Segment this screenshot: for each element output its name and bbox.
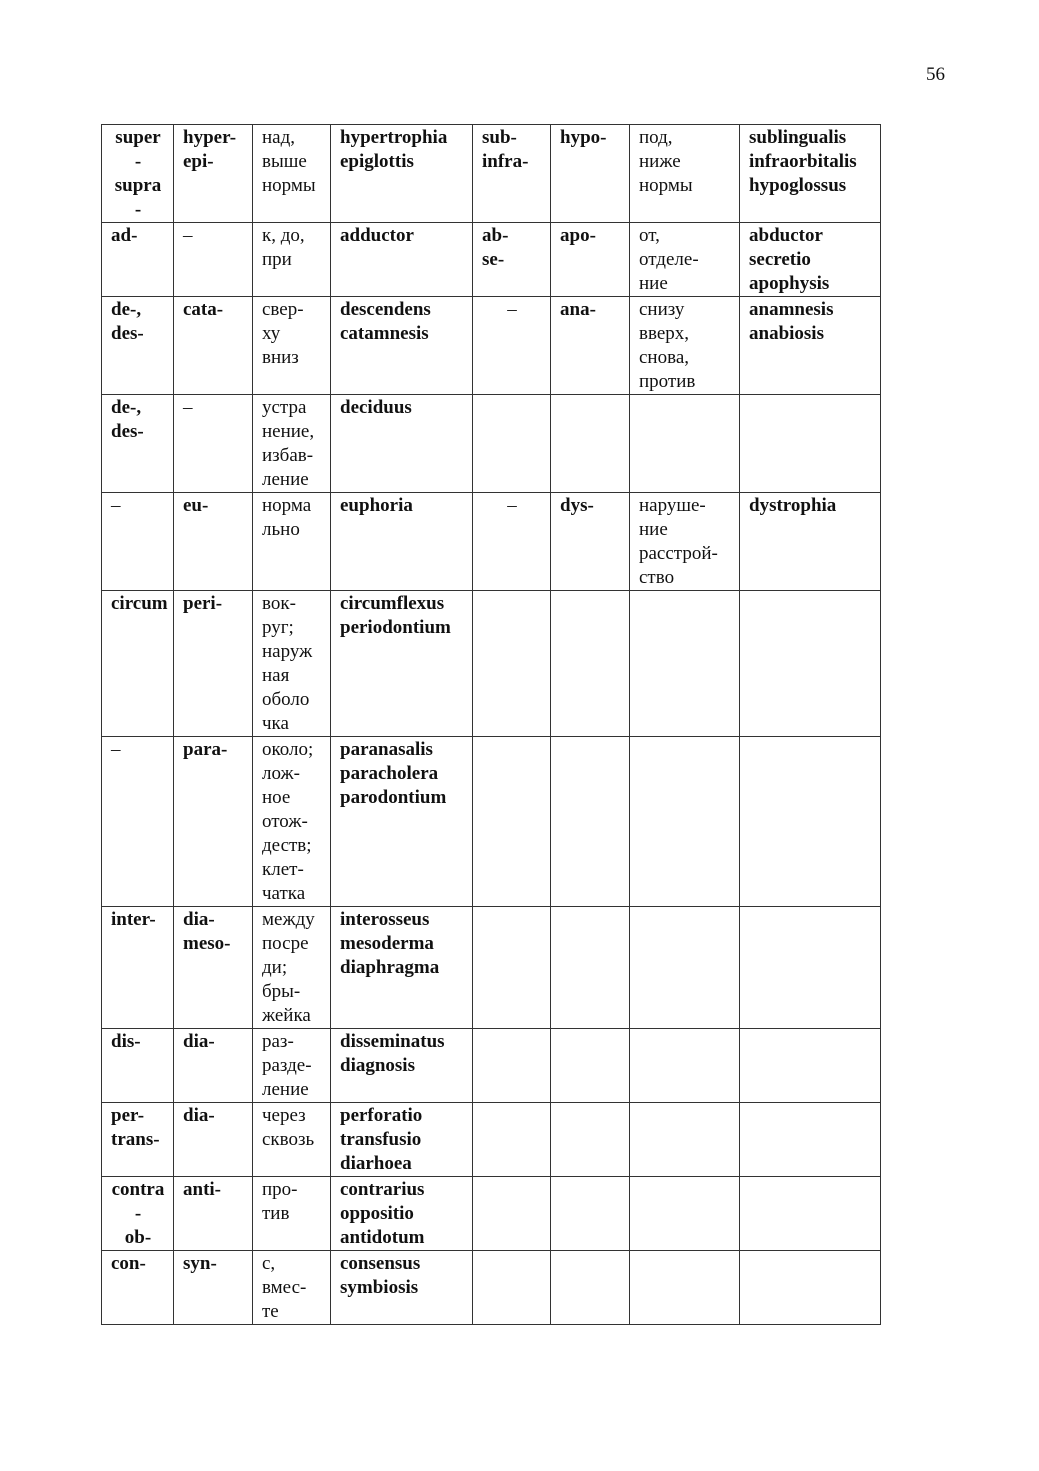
table-row (102, 223, 881, 297)
antonym-greek-prefix-cell (551, 1251, 630, 1325)
latin-prefix-cell: inter- (102, 907, 174, 1029)
antonym-latin-prefix-cell (473, 1177, 551, 1251)
antonym-meaning-cell: от, отделе- ние (630, 223, 740, 297)
latin-prefix-cell: circum (102, 591, 174, 737)
antonym-greek-prefix-cell (551, 1103, 630, 1177)
table-row (102, 1029, 881, 1103)
antonym-latin-prefix-cell (473, 907, 551, 1029)
antonym-example-cell (740, 907, 881, 1029)
latin-prefix-cell: – (102, 737, 174, 907)
page-number: 56 (926, 64, 945, 85)
greek-prefix-cell: syn- (174, 1251, 253, 1325)
antonym-meaning-cell (630, 591, 740, 737)
greek-prefix-cell: hyper- epi- (174, 125, 253, 223)
antonym-greek-prefix-cell (551, 395, 630, 493)
antonym-latin-prefix-cell: – (473, 297, 551, 395)
antonym-greek-prefix-cell (551, 591, 630, 737)
antonym-greek-prefix-cell (551, 1029, 630, 1103)
greek-prefix-cell: eu- (174, 493, 253, 591)
meaning-cell: раз- разде- ление (253, 1029, 331, 1103)
greek-prefix-cell: cata- (174, 297, 253, 395)
antonym-meaning-cell (630, 395, 740, 493)
latin-prefix-cell: super - supra - (102, 125, 174, 223)
greek-prefix-cell: para- (174, 737, 253, 907)
antonym-example-cell: abductor secretio apophysis (740, 223, 881, 297)
greek-prefix-cell: dia- meso- (174, 907, 253, 1029)
example-cell: adductor (331, 223, 473, 297)
table-row (102, 1103, 881, 1177)
meaning-cell: свер- ху вниз (253, 297, 331, 395)
antonym-meaning-cell (630, 1103, 740, 1177)
meaning-cell: устра нение, избав- ление (253, 395, 331, 493)
table-row (102, 395, 881, 493)
latin-prefix-cell: de-, des- (102, 395, 174, 493)
antonym-meaning-cell (630, 737, 740, 907)
antonym-meaning-cell: снизу вверх, снова, против (630, 297, 740, 395)
greek-prefix-cell: dia- (174, 1103, 253, 1177)
greek-prefix-cell: peri- (174, 591, 253, 737)
antonym-greek-prefix-cell: hypo- (551, 125, 630, 223)
meaning-cell: вок- руг; наруж ная оболо чка (253, 591, 331, 737)
example-cell: circumflexus periodontium (331, 591, 473, 737)
antonym-example-cell (740, 1103, 881, 1177)
antonym-greek-prefix-cell (551, 737, 630, 907)
example-cell: descendens catamnesis (331, 297, 473, 395)
antonym-greek-prefix-cell: apo- (551, 223, 630, 297)
antonym-greek-prefix-cell (551, 907, 630, 1029)
antonym-meaning-cell (630, 1029, 740, 1103)
meaning-cell: через сквозь (253, 1103, 331, 1177)
antonym-meaning-cell: под, ниже нормы (630, 125, 740, 223)
antonym-greek-prefix-cell: dys- (551, 493, 630, 591)
antonym-example-cell (740, 591, 881, 737)
antonym-example-cell (740, 1177, 881, 1251)
meaning-cell: про- тив (253, 1177, 331, 1251)
latin-prefix-cell: con- (102, 1251, 174, 1325)
antonym-latin-prefix-cell (473, 591, 551, 737)
table-row (102, 297, 881, 395)
meaning-cell: к, до, при (253, 223, 331, 297)
meaning-cell: над, выше нормы (253, 125, 331, 223)
greek-prefix-cell: – (174, 223, 253, 297)
greek-prefix-cell: dia- (174, 1029, 253, 1103)
greek-prefix-cell: – (174, 395, 253, 493)
latin-prefix-cell: contra - ob- (102, 1177, 174, 1251)
table-row (102, 493, 881, 591)
latin-prefix-cell: – (102, 493, 174, 591)
meaning-cell: с, вмес- те (253, 1251, 331, 1325)
example-cell: hypertrophia epiglottis (331, 125, 473, 223)
antonym-latin-prefix-cell (473, 1103, 551, 1177)
example-cell: disseminatus diagnosis (331, 1029, 473, 1103)
antonym-example-cell (740, 1029, 881, 1103)
antonym-example-cell: sublingualis infraorbitalis hypoglossus (740, 125, 881, 223)
example-cell: euphoria (331, 493, 473, 591)
latin-prefix-cell: per- trans- (102, 1103, 174, 1177)
antonym-greek-prefix-cell: ana- (551, 297, 630, 395)
meaning-cell: около; лож- ное отож- деств; клет- чатка (253, 737, 331, 907)
latin-prefix-cell: dis- (102, 1029, 174, 1103)
latin-prefix-cell: ad- (102, 223, 174, 297)
antonym-latin-prefix-cell (473, 737, 551, 907)
table-row (102, 591, 881, 737)
antonym-meaning-cell (630, 1251, 740, 1325)
antonym-meaning-cell (630, 907, 740, 1029)
example-cell: paranasalis paracholera parodontium (331, 737, 473, 907)
example-cell: consensus symbiosis (331, 1251, 473, 1325)
table-row (102, 125, 881, 223)
antonym-example-cell (740, 737, 881, 907)
antonym-example-cell: dystrophia (740, 493, 881, 591)
table-row (102, 737, 881, 907)
meaning-cell: норма льно (253, 493, 331, 591)
prefix-table (101, 124, 881, 1325)
antonym-latin-prefix-cell (473, 1029, 551, 1103)
table-row (102, 1177, 881, 1251)
table-row (102, 1251, 881, 1325)
greek-prefix-cell: anti- (174, 1177, 253, 1251)
antonym-greek-prefix-cell (551, 1177, 630, 1251)
example-cell: perforatio transfusio diarhoea (331, 1103, 473, 1177)
table-row (102, 907, 881, 1029)
example-cell: interosseus mesoderma diaphragma (331, 907, 473, 1029)
example-cell: contrarius oppositio antidotum (331, 1177, 473, 1251)
antonym-latin-prefix-cell: ab- se- (473, 223, 551, 297)
antonym-latin-prefix-cell: sub- infra- (473, 125, 551, 223)
example-cell: deciduus (331, 395, 473, 493)
antonym-meaning-cell (630, 1177, 740, 1251)
antonym-example-cell (740, 395, 881, 493)
antonym-example-cell (740, 1251, 881, 1325)
latin-prefix-cell: de-, des- (102, 297, 174, 395)
antonym-latin-prefix-cell (473, 1251, 551, 1325)
antonym-latin-prefix-cell: – (473, 493, 551, 591)
meaning-cell: между посре ди; бры- жейка (253, 907, 331, 1029)
antonym-example-cell: anamnesis anabiosis (740, 297, 881, 395)
antonym-latin-prefix-cell (473, 395, 551, 493)
antonym-meaning-cell: наруше- ние расстрой- ство (630, 493, 740, 591)
